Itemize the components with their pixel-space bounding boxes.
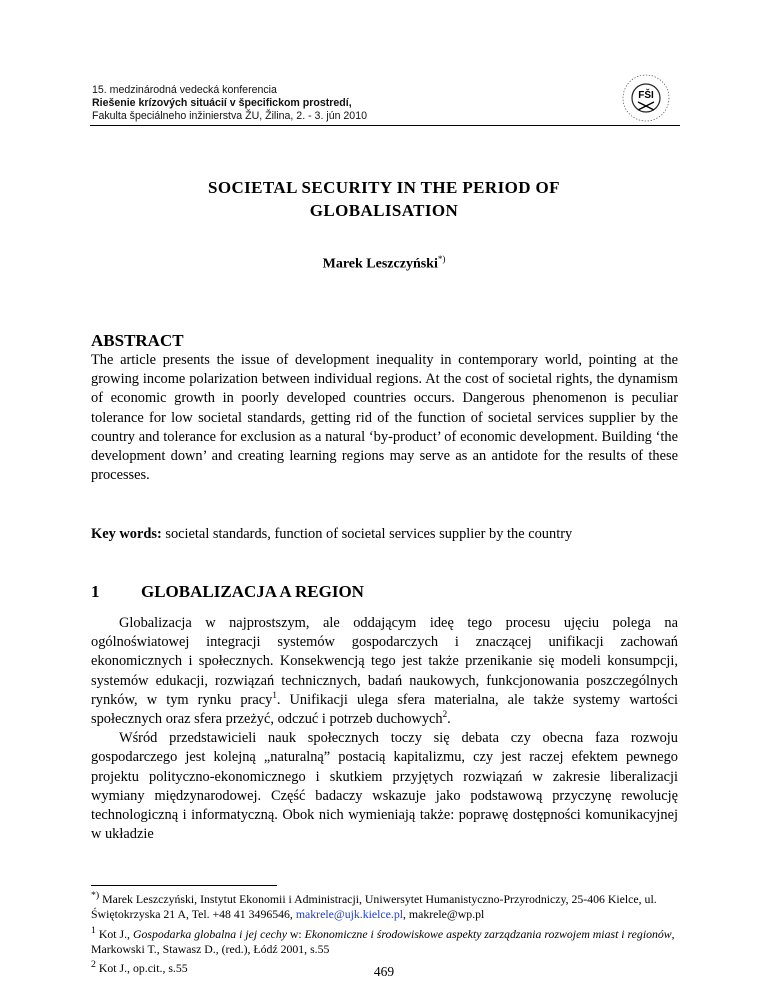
- footnote-ref-1: 1: [272, 690, 277, 701]
- body-paragraph-2: Wśród przedstawicieli nauk społecznych toczy się debata czy obecna faza rozwoju gospodarczego jest kolejną „naturalną” postacią kapitalizmu, czy jest raczej efektem pewnego projektu polityczno-ekonomicznego i skutkiem przyjętych rozwiązań w zakresie liberalizacji wymiany międzynarodowej. Część badaczy wskazuje jako podstawową przyczynę rewolucję technologiczną i informatyczną. Obok nich wymieniają także: poprawę dostępności komunikacyjnej w układzie: [91, 730, 678, 843]
- section-number: 1: [91, 582, 100, 601]
- keywords: [91, 525, 678, 544]
- abstract-paragraph: The article presents the issue of development inequality in contemporary world, pointing at the growing income polarization between individual regions. At the cost of societal rights, the dynamism of economic growth in poorly developed countries occurs. Dangerous phenomenon is peculiar tolerance for low societal standards, getting rid of the function of societal services supplier by the country and tolerance for exclusion as a natural ‘by-product’ of economic development. Building ‘the development down’ and creating learning regions may serve as an antidote for the results of these processes.: [91, 352, 678, 484]
- header-divider: [90, 125, 680, 126]
- footnote-ref-2: 2: [442, 709, 448, 720]
- abstract-text: [91, 351, 678, 485]
- footnotes: [91, 888, 678, 976]
- logo-text: FŠI: [638, 90, 654, 101]
- author-name: Marek Leszczyński: [322, 256, 438, 272]
- section-heading: [91, 582, 364, 602]
- conference-topic: Riešenie krízových situácií v špecifickom prostredí,: [92, 97, 352, 109]
- conference-header: [92, 84, 512, 123]
- footnote-author: *) Marek Leszczyński, Instytut Ekonomii i Administracji, Uniwersytet Humanistyczno-Przyrodniczy, 25-406 Kielce, ul. Świętokrzyska 21 A, Tel. +48 41 3496546, makrele@ujk.kielce.pl, makrele@wp.pl: [91, 890, 657, 922]
- conference-name: 15. medzinárodná vedecká konferencia: [92, 84, 277, 96]
- abstract-heading: ABSTRACT: [91, 331, 184, 350]
- crossed-tools-icon: [638, 102, 654, 110]
- author-email-2[interactable]: makrele@wp.pl: [408, 907, 485, 922]
- page-number: 469: [373, 964, 395, 979]
- footnote-2: $^2$ Kot J., op.cit., s.55: [91, 959, 188, 975]
- author: [80, 254, 688, 273]
- body-paragraph-1: Globalizacja w najprostszym, ale oddającym ideę tego procesu ujęciu polega na ogólnoświatowej integracji systemów gospodarczych i znaczącej unifikacji zachowań ekonomicznych i społecznych. Konsekwencją tego jest także przenikanie się modeli konsumpcji, systemów edukacji, rozwiązań technicznych, badań naukowych, funkcjonowania poszczególnych rynków, w tym rynku pracy$^1$. Unifikacji ulega sfera materialna, ale także systemy wartości społecznych oraz sfera przeżyć, odczuć i potrzeb duchowych$^2$.: [91, 615, 678, 728]
- keywords-label: Key words:: [91, 526, 162, 542]
- keywords-text: societal standards, function of societal services supplier by the country: [165, 526, 573, 542]
- author-footnote-mark: *): [437, 254, 446, 264]
- author-email-link[interactable]: makrele@ujk.kielce.pl: [295, 907, 404, 922]
- footnote-1: $^1$ Kot J., Gospodarka globalna i jej cechy w: Ekonomiczne i środowiskowe aspekty zarządzania rozwojem miast i regionów, Markowski T., Stawasz D., (red.), Łódź 2001, s.55: [91, 924, 675, 956]
- footnote-divider: [91, 885, 277, 886]
- section-title: GLOBALIZACJA A REGION: [141, 582, 364, 601]
- fsi-logo: [615, 72, 677, 124]
- section-body: [91, 614, 678, 844]
- conference-venue: Fakulta špeciálneho inžinierstva ŽU, Žilina, 2. - 3. jún 2010: [92, 110, 367, 122]
- paper-title: [80, 176, 688, 222]
- title-line-1: SOCIETAL SECURITY IN THE PERIOD OF: [208, 178, 560, 197]
- title-line-2: GLOBALISATION: [309, 201, 459, 220]
